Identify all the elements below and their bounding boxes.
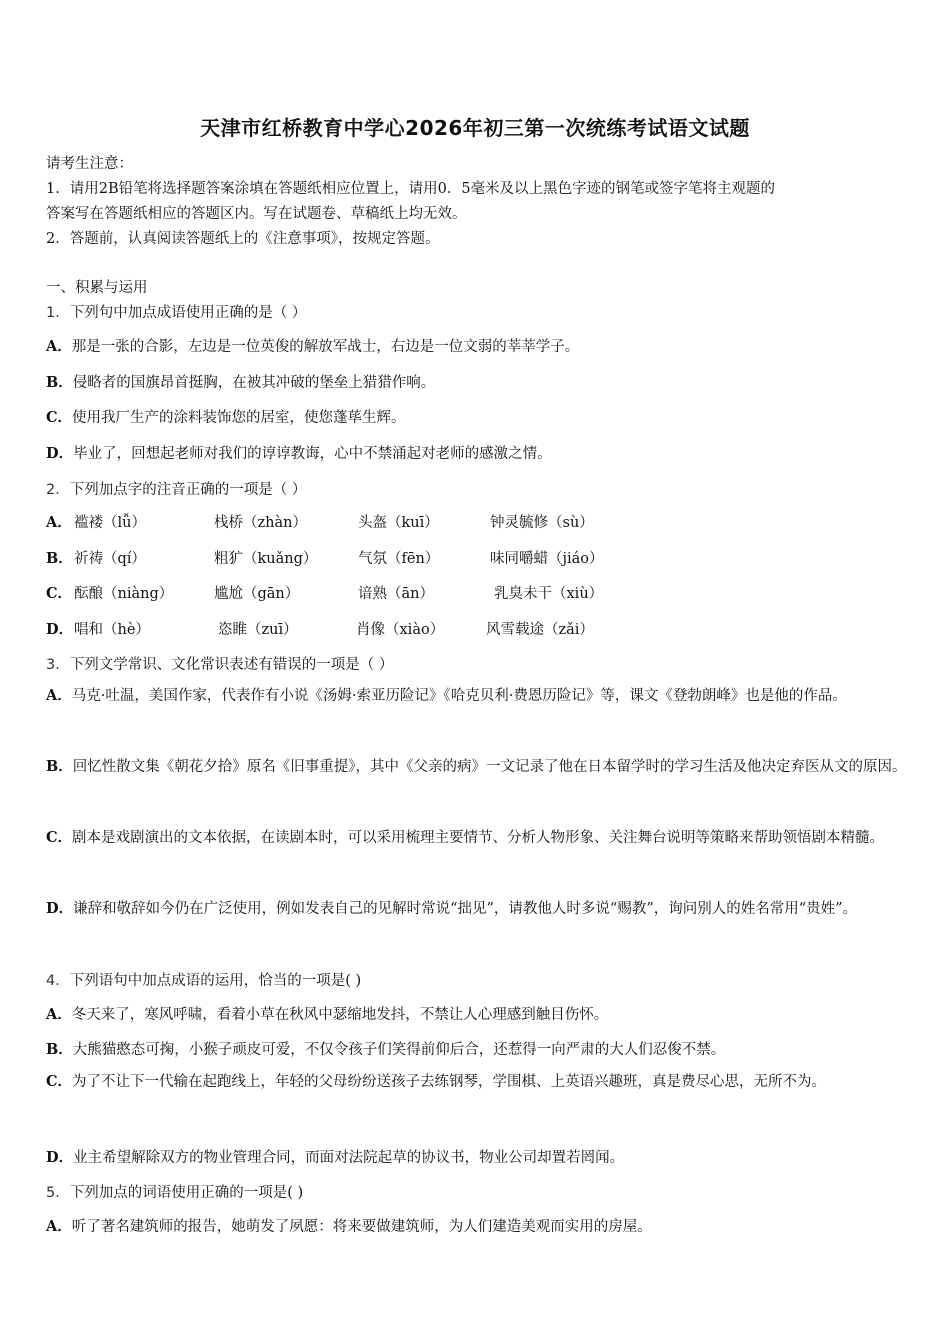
option-text: 使用我厂生产的涂料装饰您的居室，使您蓬荜生辉。 [72, 410, 406, 426]
option-row [46, 335, 579, 356]
option-text: 谦辞和敬辞如今仍在广泛使用，例如发表自己的见解时常说“拙见”，请教他人时多说“赐教”，询问别人的姓名常用“贵姓”。 [73, 901, 858, 917]
option-letter: B． [46, 374, 73, 391]
option-letter: C． [46, 409, 73, 426]
question-1 [46, 301, 306, 322]
option-row [46, 442, 552, 463]
option-paragraph [46, 749, 908, 785]
option-text: 马克·吐温，美国作家，代表作有小说《汤姆·索亚历险记》《哈克贝利·费恩历险记》等，课文《登勃朗峰》也是他的作品。 [71, 688, 847, 704]
option-letter: D． [46, 1149, 74, 1166]
option-text: 听了著名建筑师的报告，她萌发了夙愿：将来要做建筑师，为人们建造美观而实用的房屋。 [71, 1219, 652, 1235]
option-text: 侵略者的国旗昂首挺胸，在被其冲破的堡垒上猎猎作响。 [72, 375, 436, 391]
pinyin-row [46, 547, 906, 569]
pinyin-cell: 恣睢（zuī） [218, 622, 298, 638]
pinyin-row [46, 582, 906, 604]
pinyin-row [46, 618, 906, 640]
option-row [46, 1003, 608, 1024]
option-text: 剧本是戏剧演出的文本依据，在读剧本时，可以采用梳理主要情节、分析人物形象、关注舞台说明等策略来帮助领悟剧本精髓。 [72, 830, 885, 846]
option-letter: C． [46, 829, 73, 846]
option-paragraph [46, 820, 908, 856]
pinyin-cell: 气氛（fēn） [358, 551, 440, 567]
option-text: 回忆性散文集《朝花夕拾》原名《旧事重提》，其中《父亲的病》一文记录了他在日本留学时的学习生活及他决定弃医从文的原因。 [72, 759, 907, 775]
option-letter: B． [46, 1041, 73, 1058]
notice-item-1b: 答案写在答题纸相应的答题区内。写在试题卷、草稿纸上均无效。 [46, 206, 467, 222]
pinyin-cell: 尴尬（gān） [214, 586, 300, 602]
option-letter: A． [46, 1006, 72, 1023]
option-row [46, 1215, 652, 1236]
question-stem: 下列语句中加点成语的运用，恰当的一项是( ) [69, 973, 362, 989]
page-title: 天津市红桥教育中学心2026年初三第一次统练考试语文试题 [200, 116, 750, 140]
section-heading: 一、积累与运用 [46, 280, 148, 296]
option-letter: A． [46, 514, 72, 531]
question-2 [46, 478, 306, 499]
option-text: 毕业了，回想起老师对我们的谆谆教诲，心中不禁涌起对老师的感激之情。 [73, 446, 552, 462]
pinyin-cell: 粗犷（kuǎng） [214, 551, 318, 567]
pinyin-cell: 风雪载途（zǎi） [486, 622, 594, 638]
option-row [46, 1146, 624, 1167]
pinyin-cell: 唱和（hè） [74, 622, 150, 638]
option-letter: C． [46, 585, 73, 602]
question-3 [46, 653, 393, 674]
option-row [46, 1038, 725, 1059]
option-letter: D． [46, 900, 74, 917]
question-stem: 下列加点字的注音正确的一项是（ ） [69, 482, 307, 498]
option-letter: A． [46, 1218, 72, 1235]
option-letter: B． [46, 758, 73, 775]
notice-heading: 请考生注意： [46, 156, 133, 172]
option-letter: B． [46, 550, 73, 567]
question-5 [46, 1181, 303, 1202]
option-letter: A． [46, 687, 72, 704]
option-letter: A． [46, 338, 72, 355]
pinyin-cell: 栈桥（zhàn） [214, 515, 307, 531]
option-text: 大熊猫憨态可掬，小猴子顽皮可爱，不仅令孩子们笑得前仰后合，还惹得一向严肃的大人们忍俊不禁。 [72, 1042, 726, 1058]
pinyin-cell: 祈祷（qí） [74, 551, 146, 567]
pinyin-cell: 钟灵毓修（sù） [490, 515, 594, 531]
option-letter: D． [46, 445, 74, 462]
question-number: 3． [46, 657, 70, 673]
pinyin-cell: 酝酿（niàng） [74, 586, 174, 602]
pinyin-cell: 头盔（kuī） [358, 515, 439, 531]
question-number: 5． [46, 1185, 70, 1201]
notice-item-1a: 1．请用2B铅笔将选择题答案涂填在答题纸相应位置上，请用0．5毫米及以上黑色字迹的钢笔或签字笔将主观题的 [46, 181, 776, 197]
option-text: 业主希望解除双方的物业管理合同，而面对法院起草的协议书，物业公司却置若罔闻。 [73, 1150, 625, 1166]
question-stem: 下列句中加点成语使用正确的是（ ） [69, 305, 307, 321]
question-stem: 下列加点的词语使用正确的一项是( ) [69, 1185, 304, 1201]
option-paragraph [46, 891, 908, 927]
question-number: 4． [46, 973, 70, 989]
pinyin-cell: 肖像（xiào） [356, 622, 445, 638]
option-text: 那是一张的合影，左边是一位英俊的解放军战士，右边是一位文弱的莘莘学子。 [71, 339, 580, 355]
notice-item-2: 2．答题前，认真阅读答题纸上的《注意事项》，按规定答题。 [46, 231, 440, 247]
option-text: 冬天来了，寒风呼啸，看着小草在秋风中瑟缩地发抖，不禁让人心理感到触目伤怀。 [71, 1007, 609, 1023]
question-number: 1． [46, 305, 70, 321]
question-stem: 下列文学常识、文化常识表述有错误的一项是（ ） [69, 657, 394, 673]
question-4 [46, 969, 361, 990]
pinyin-row [46, 511, 906, 533]
option-text: 为了不让下一代输在起跑线上，年轻的父母纷纷送孩子去练钢琴，学围棋、上英语兴趣班，真是费尽心思，无所不为。 [72, 1074, 827, 1090]
option-paragraph [46, 1064, 908, 1100]
option-paragraph [46, 678, 908, 714]
question-number: 2． [46, 482, 70, 498]
option-letter: C． [46, 1073, 73, 1090]
option-row [46, 371, 435, 392]
pinyin-cell: 乳臭未干（xiù） [494, 586, 604, 602]
option-row [46, 406, 406, 427]
option-letter: D． [46, 621, 74, 638]
pinyin-cell: 谙熟（ān） [358, 586, 434, 602]
pinyin-cell: 褴褛（lǚ） [74, 515, 146, 531]
pinyin-cell: 味同嚼蜡（jiáo） [490, 551, 604, 567]
